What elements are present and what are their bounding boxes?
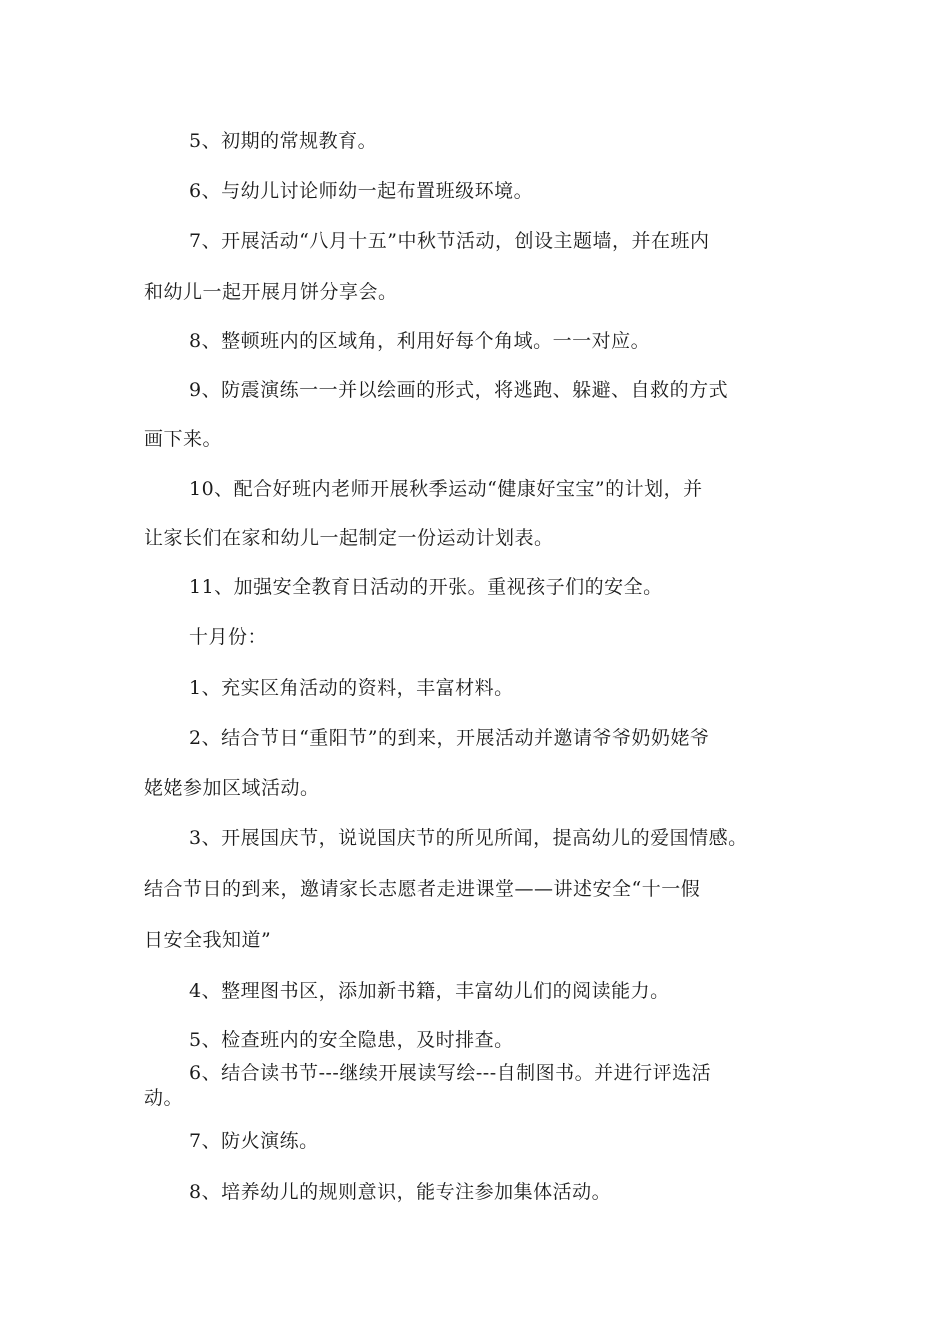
text-line: 结合节日的到来，邀请家长志愿者走进课堂——讲述安全“十一假 — [144, 878, 701, 900]
text-line: 5、初期的常规教育。 — [189, 130, 378, 152]
text-line: 6、结合读书节---继续开展读写绘---自制图书。并进行评选活 — [189, 1062, 712, 1084]
text-line: 画下来。 — [144, 428, 223, 450]
text-line: 8、培养幼儿的规则意识，能专注参加集体活动。 — [189, 1181, 612, 1203]
text-line: 3、开展国庆节，说说国庆节的所见所闻，提高幼儿的爱国情感。 — [189, 827, 748, 849]
section-heading: 十月份： — [189, 626, 268, 648]
text-line: 姥姥参加区域活动。 — [144, 777, 320, 799]
text-line: 8、整顿班内的区域角，利用好每个角域。一一对应。 — [189, 330, 651, 352]
text-line: 7、防火演练。 — [189, 1130, 319, 1152]
text-line: 6、与幼儿讨论师幼一起布置班级环境。 — [189, 180, 534, 202]
text-line: 让家长们在家和幼儿一起制定一份运动计划表。 — [144, 527, 554, 549]
text-line: 1、充实区角活动的资料，丰富材料。 — [189, 677, 514, 699]
text-line: 日安全我知道” — [144, 929, 272, 951]
text-line: 7、开展活动“八月十五”中秋节活动，创设主题墙，并在班内 — [189, 230, 710, 252]
text-line: 动。 — [144, 1087, 184, 1109]
text-line: 10、配合好班内老师开展秋季运动“健康好宝宝”的计划，并 — [189, 478, 703, 500]
text-line: 和幼儿一起开展月饼分享会。 — [144, 281, 398, 303]
text-line: 2、结合节日“重阳节”的到来，开展活动并邀请爷爷奶奶姥爷 — [189, 727, 710, 749]
text-line: 5、检查班内的安全隐患，及时排查。 — [189, 1029, 514, 1051]
text-line: 11、加强安全教育日活动的开张。重视孩子们的安全。 — [189, 576, 663, 598]
text-line: 4、整理图书区，添加新书籍，丰富幼儿们的阅读能力。 — [189, 980, 670, 1002]
text-line: 9、防震演练一一并以绘画的形式，将逃跑、躲避、自救的方式 — [189, 379, 729, 401]
